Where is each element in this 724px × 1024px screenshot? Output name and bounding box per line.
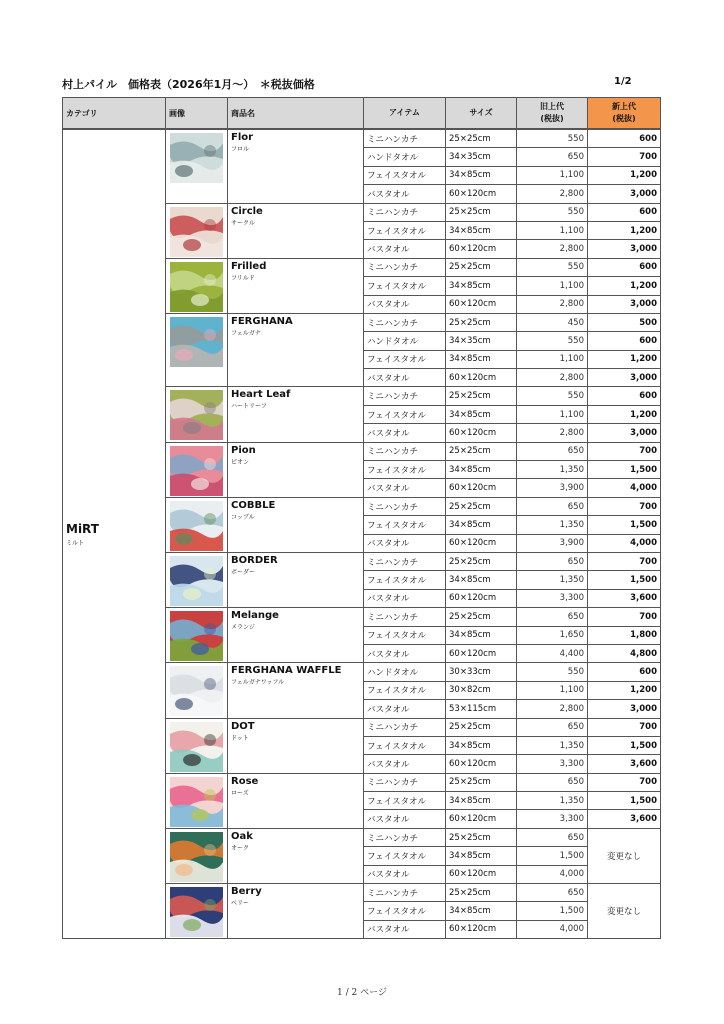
new-price-cell: 3,600 xyxy=(588,589,661,607)
size-cell: 25×25cm xyxy=(446,828,517,846)
new-price-cell: 1,500 xyxy=(588,571,661,589)
col-header-image: 画像 xyxy=(166,98,228,130)
product-kana: ハートリーフ xyxy=(231,403,267,411)
old-price-cell: 650 xyxy=(517,552,588,570)
item-cell: フェイスタオル xyxy=(364,792,446,810)
size-cell: 34×85cm xyxy=(446,221,517,239)
item-cell: バスタオル xyxy=(364,369,446,387)
size-cell: 60×120cm xyxy=(446,755,517,773)
new-price-cell: 1,200 xyxy=(588,166,661,184)
new-price-cell: 3,000 xyxy=(588,700,661,718)
size-cell: 34×85cm xyxy=(446,902,517,920)
product-image-cell xyxy=(166,884,228,939)
product-name: Pion xyxy=(231,444,256,456)
size-cell: 60×120cm xyxy=(446,644,517,662)
size-cell: 34×85cm xyxy=(446,461,517,479)
size-cell: 34×35cm xyxy=(446,148,517,166)
old-price-cell: 3,900 xyxy=(517,534,588,552)
size-cell: 60×120cm xyxy=(446,185,517,203)
product-name-cell xyxy=(228,552,364,607)
size-cell: 25×25cm xyxy=(446,129,517,148)
product-kana: コッブル xyxy=(231,513,255,521)
product-image-cell xyxy=(166,663,228,718)
item-cell: バスタオル xyxy=(364,479,446,497)
size-cell: 34×85cm xyxy=(446,166,517,184)
product-kana: サークル xyxy=(231,219,255,227)
size-cell: 34×35cm xyxy=(446,332,517,350)
product-name-cell xyxy=(228,129,364,203)
old-price-cell: 550 xyxy=(517,663,588,681)
item-cell: フェイスタオル xyxy=(364,626,446,644)
new-price-cell: 1,200 xyxy=(588,681,661,699)
col-header-size: サイズ xyxy=(446,98,517,130)
product-name-cell xyxy=(228,773,364,828)
item-cell: ミニハンカチ xyxy=(364,442,446,460)
old-price-cell: 2,800 xyxy=(517,240,588,258)
product-kana: ボーダー xyxy=(231,568,256,576)
product-thumbnail xyxy=(170,501,223,551)
category-kana: ミルト xyxy=(66,539,85,547)
new-price-cell: 1,200 xyxy=(588,277,661,295)
new-price-cell: 1,200 xyxy=(588,405,661,423)
item-cell: ハンドタオル xyxy=(364,663,446,681)
item-cell: バスタオル xyxy=(364,810,446,828)
old-price-cell: 550 xyxy=(517,332,588,350)
old-price-cell: 2,800 xyxy=(517,295,588,313)
product-thumbnail xyxy=(170,666,223,716)
item-cell: フェイスタオル xyxy=(364,405,446,423)
size-cell: 30×33cm xyxy=(446,663,517,681)
product-kana: フリルド xyxy=(231,274,255,282)
table-row xyxy=(63,129,661,148)
product-name: Flor xyxy=(231,132,254,143)
product-name-cell xyxy=(228,313,364,387)
new-price-cell: 3,000 xyxy=(588,424,661,442)
product-thumbnail xyxy=(170,133,223,183)
new-price-cell: 600 xyxy=(588,663,661,681)
size-cell: 25×25cm xyxy=(446,773,517,791)
product-name: FERGHANA WAFFLE xyxy=(231,665,342,677)
old-price-cell: 550 xyxy=(517,129,588,148)
old-price-cell: 2,800 xyxy=(517,369,588,387)
item-cell: ミニハンカチ xyxy=(364,828,446,846)
product-thumbnail xyxy=(170,722,223,772)
product-thumbnail xyxy=(170,556,223,606)
product-image-cell xyxy=(166,552,228,607)
size-cell: 34×85cm xyxy=(446,571,517,589)
new-price-cell: 3,000 xyxy=(588,369,661,387)
item-cell: フェイスタオル xyxy=(364,681,446,699)
old-price-cell: 1,100 xyxy=(517,221,588,239)
new-price-cell: 700 xyxy=(588,148,661,166)
new-price-unchanged-cell: 変更なし xyxy=(588,828,661,883)
size-cell: 60×120cm xyxy=(446,810,517,828)
item-cell: ミニハンカチ xyxy=(364,497,446,515)
item-cell: ミニハンカチ xyxy=(364,884,446,902)
old-price-cell: 2,800 xyxy=(517,424,588,442)
product-name: COBBLE xyxy=(231,499,276,511)
new-price-unchanged-cell: 変更なし xyxy=(588,884,661,939)
new-price-cell: 600 xyxy=(588,258,661,276)
product-image-cell xyxy=(166,313,228,387)
product-name-cell xyxy=(228,497,364,552)
size-cell: 25×25cm xyxy=(446,203,517,221)
item-cell: バスタオル xyxy=(364,424,446,442)
new-price-cell: 3,000 xyxy=(588,295,661,313)
size-cell: 60×120cm xyxy=(446,920,517,938)
category-name: MiRT xyxy=(66,521,99,536)
price-table xyxy=(62,97,661,939)
item-cell: バスタオル xyxy=(364,865,446,883)
size-cell: 25×25cm xyxy=(446,387,517,405)
size-cell: 60×120cm xyxy=(446,589,517,607)
product-kana: ローズ xyxy=(231,789,249,797)
old-price-cell: 650 xyxy=(517,148,588,166)
new-price-cell: 4,000 xyxy=(588,534,661,552)
new-price-label: 新上代 xyxy=(612,102,636,111)
size-cell: 34×85cm xyxy=(446,405,517,423)
product-name: Berry xyxy=(231,886,262,898)
new-price-cell: 500 xyxy=(588,313,661,331)
product-name: Heart Leaf xyxy=(231,389,291,401)
size-cell: 25×25cm xyxy=(446,258,517,276)
new-price-cell: 3,000 xyxy=(588,185,661,203)
item-cell: ハンドタオル xyxy=(364,148,446,166)
product-kana: フロル xyxy=(231,146,250,153)
old-price-cell: 1,350 xyxy=(517,736,588,754)
product-image-cell xyxy=(166,828,228,883)
size-cell: 34×85cm xyxy=(446,847,517,865)
product-thumbnail xyxy=(170,446,223,496)
old-price-cell: 1,500 xyxy=(517,902,588,920)
item-cell: フェイスタオル xyxy=(364,221,446,239)
new-price-cell: 600 xyxy=(588,129,661,148)
size-cell: 60×120cm xyxy=(446,534,517,552)
old-price-cell: 1,100 xyxy=(517,166,588,184)
item-cell: フェイスタオル xyxy=(364,277,446,295)
item-cell: バスタオル xyxy=(364,240,446,258)
new-price-cell: 700 xyxy=(588,608,661,626)
size-cell: 25×25cm xyxy=(446,608,517,626)
item-cell: バスタオル xyxy=(364,920,446,938)
product-thumbnail xyxy=(170,832,223,882)
product-thumbnail xyxy=(170,207,223,257)
old-price-tax-note: (税抜) xyxy=(540,114,564,123)
item-cell: ミニハンカチ xyxy=(364,387,446,405)
product-name-cell xyxy=(228,258,364,313)
size-cell: 34×85cm xyxy=(446,516,517,534)
new-price-cell: 600 xyxy=(588,332,661,350)
new-price-cell: 700 xyxy=(588,552,661,570)
product-name-cell xyxy=(228,663,364,718)
item-cell: ハンドタオル xyxy=(364,332,446,350)
old-price-cell: 650 xyxy=(517,497,588,515)
new-price-cell: 4,000 xyxy=(588,479,661,497)
product-kana: フェルガナ xyxy=(231,329,261,337)
item-cell: ミニハンカチ xyxy=(364,258,446,276)
old-price-cell: 1,350 xyxy=(517,571,588,589)
size-cell: 53×115cm xyxy=(446,700,517,718)
product-name-cell xyxy=(228,442,364,497)
size-cell: 60×120cm xyxy=(446,479,517,497)
item-cell: フェイスタオル xyxy=(364,847,446,865)
old-price-cell: 4,400 xyxy=(517,644,588,662)
page-indicator: 1/2 xyxy=(614,76,632,87)
new-price-cell: 3,600 xyxy=(588,755,661,773)
product-image-cell xyxy=(166,718,228,773)
item-cell: バスタオル xyxy=(364,755,446,773)
new-price-tax-note: (税抜) xyxy=(612,114,636,123)
old-price-cell: 1,100 xyxy=(517,681,588,699)
item-cell: ミニハンカチ xyxy=(364,773,446,791)
new-price-cell: 1,200 xyxy=(588,221,661,239)
item-cell: フェイスタオル xyxy=(364,902,446,920)
product-name-cell xyxy=(228,828,364,883)
product-image-cell xyxy=(166,387,228,442)
product-name: DOT xyxy=(231,720,255,732)
product-name-cell xyxy=(228,884,364,939)
product-name: Oak xyxy=(231,830,253,842)
old-price-cell: 1,650 xyxy=(517,626,588,644)
product-thumbnail xyxy=(170,611,223,661)
size-cell: 34×85cm xyxy=(446,792,517,810)
product-image-cell xyxy=(166,608,228,663)
size-cell: 34×85cm xyxy=(446,277,517,295)
product-thumbnail xyxy=(170,390,223,440)
new-price-cell: 1,500 xyxy=(588,792,661,810)
old-price-cell: 1,350 xyxy=(517,792,588,810)
new-price-cell: 1,500 xyxy=(588,516,661,534)
document-title: 村上パイル 価格表（2026年1月～） ＊税抜価格 xyxy=(62,78,315,91)
size-cell: 25×25cm xyxy=(446,718,517,736)
old-price-cell: 3,300 xyxy=(517,755,588,773)
product-thumbnail xyxy=(170,262,223,312)
col-header-item: アイテム xyxy=(364,98,446,130)
size-cell: 60×120cm xyxy=(446,865,517,883)
category-cell xyxy=(63,129,166,939)
size-cell: 60×120cm xyxy=(446,240,517,258)
size-cell: 60×120cm xyxy=(446,295,517,313)
item-cell: フェイスタオル xyxy=(364,736,446,754)
new-price-cell: 600 xyxy=(588,387,661,405)
item-cell: フェイスタオル xyxy=(364,571,446,589)
item-cell: バスタオル xyxy=(364,700,446,718)
item-cell: フェイスタオル xyxy=(364,516,446,534)
old-price-cell: 550 xyxy=(517,203,588,221)
item-cell: バスタオル xyxy=(364,295,446,313)
new-price-cell: 3,000 xyxy=(588,240,661,258)
col-header-new-price xyxy=(588,98,661,130)
old-price-cell: 3,300 xyxy=(517,589,588,607)
old-price-cell: 4,000 xyxy=(517,865,588,883)
item-cell: ミニハンカチ xyxy=(364,313,446,331)
col-header-category: カテゴリ xyxy=(63,98,166,130)
item-cell: バスタオル xyxy=(364,185,446,203)
product-kana: メランジ xyxy=(231,624,255,632)
size-cell: 34×85cm xyxy=(446,350,517,368)
size-cell: 60×120cm xyxy=(446,369,517,387)
item-cell: ミニハンカチ xyxy=(364,552,446,570)
new-price-cell: 700 xyxy=(588,718,661,736)
product-name: Frilled xyxy=(231,260,267,272)
product-image-cell xyxy=(166,258,228,313)
size-cell: 25×25cm xyxy=(446,552,517,570)
size-cell: 25×25cm xyxy=(446,313,517,331)
size-cell: 25×25cm xyxy=(446,442,517,460)
product-kana: オーク xyxy=(231,844,250,852)
item-cell: フェイスタオル xyxy=(364,350,446,368)
old-price-cell: 1,350 xyxy=(517,461,588,479)
product-name: Circle xyxy=(231,205,263,217)
product-name-cell xyxy=(228,608,364,663)
product-kana: フェルガナワッフル xyxy=(231,679,285,687)
new-price-cell: 700 xyxy=(588,442,661,460)
new-price-cell: 1,800 xyxy=(588,626,661,644)
size-cell: 34×85cm xyxy=(446,626,517,644)
new-price-cell: 1,200 xyxy=(588,350,661,368)
item-cell: フェイスタオル xyxy=(364,461,446,479)
old-price-cell: 550 xyxy=(517,387,588,405)
item-cell: バスタオル xyxy=(364,644,446,662)
old-price-label: 旧上代 xyxy=(540,102,564,111)
size-cell: 25×25cm xyxy=(446,884,517,902)
product-image-cell xyxy=(166,129,228,203)
old-price-cell: 450 xyxy=(517,313,588,331)
old-price-cell: 2,800 xyxy=(517,700,588,718)
product-kana: ベリー xyxy=(231,900,250,908)
item-cell: ミニハンカチ xyxy=(364,129,446,148)
new-price-cell: 600 xyxy=(588,203,661,221)
old-price-cell: 1,100 xyxy=(517,277,588,295)
product-image-cell xyxy=(166,497,228,552)
item-cell: ミニハンカチ xyxy=(364,203,446,221)
size-cell: 60×120cm xyxy=(446,424,517,442)
old-price-cell: 650 xyxy=(517,608,588,626)
new-price-cell: 700 xyxy=(588,497,661,515)
product-name: Rose xyxy=(231,775,259,787)
product-name-cell xyxy=(228,203,364,258)
size-cell: 34×85cm xyxy=(446,736,517,754)
old-price-cell: 2,800 xyxy=(517,185,588,203)
old-price-cell: 1,100 xyxy=(517,350,588,368)
new-price-cell: 4,800 xyxy=(588,644,661,662)
old-price-cell: 650 xyxy=(517,773,588,791)
product-name-cell xyxy=(228,387,364,442)
size-cell: 30×82cm xyxy=(446,681,517,699)
product-image-cell xyxy=(166,203,228,258)
new-price-cell: 1,500 xyxy=(588,736,661,754)
product-kana: ピオン xyxy=(231,458,250,466)
new-price-cell: 700 xyxy=(588,773,661,791)
product-name: FERGHANA xyxy=(231,315,293,327)
page-footer: 1 / 2 ページ xyxy=(337,988,387,998)
old-price-cell: 1,500 xyxy=(517,847,588,865)
item-cell: ミニハンカチ xyxy=(364,608,446,626)
product-thumbnail xyxy=(170,777,223,827)
old-price-cell: 650 xyxy=(517,884,588,902)
product-name: Melange xyxy=(231,610,279,622)
table-header-row xyxy=(63,98,661,130)
size-cell: 25×25cm xyxy=(446,497,517,515)
product-thumbnail xyxy=(170,317,223,367)
old-price-cell: 3,900 xyxy=(517,479,588,497)
product-kana: ドット xyxy=(231,734,249,742)
item-cell: ミニハンカチ xyxy=(364,718,446,736)
new-price-cell: 1,500 xyxy=(588,461,661,479)
item-cell: バスタオル xyxy=(364,589,446,607)
old-price-cell: 650 xyxy=(517,718,588,736)
product-image-cell xyxy=(166,442,228,497)
new-price-cell: 3,600 xyxy=(588,810,661,828)
col-header-old-price xyxy=(517,98,588,130)
old-price-cell: 550 xyxy=(517,258,588,276)
product-name-cell xyxy=(228,718,364,773)
old-price-cell: 4,000 xyxy=(517,920,588,938)
product-name: BORDER xyxy=(231,554,278,566)
product-image-cell xyxy=(166,773,228,828)
old-price-cell: 3,300 xyxy=(517,810,588,828)
old-price-cell: 650 xyxy=(517,442,588,460)
product-thumbnail xyxy=(170,887,223,937)
item-cell: バスタオル xyxy=(364,534,446,552)
old-price-cell: 1,350 xyxy=(517,516,588,534)
col-header-product: 商品名 xyxy=(228,98,364,130)
old-price-cell: 1,100 xyxy=(517,405,588,423)
item-cell: フェイスタオル xyxy=(364,166,446,184)
old-price-cell: 650 xyxy=(517,828,588,846)
